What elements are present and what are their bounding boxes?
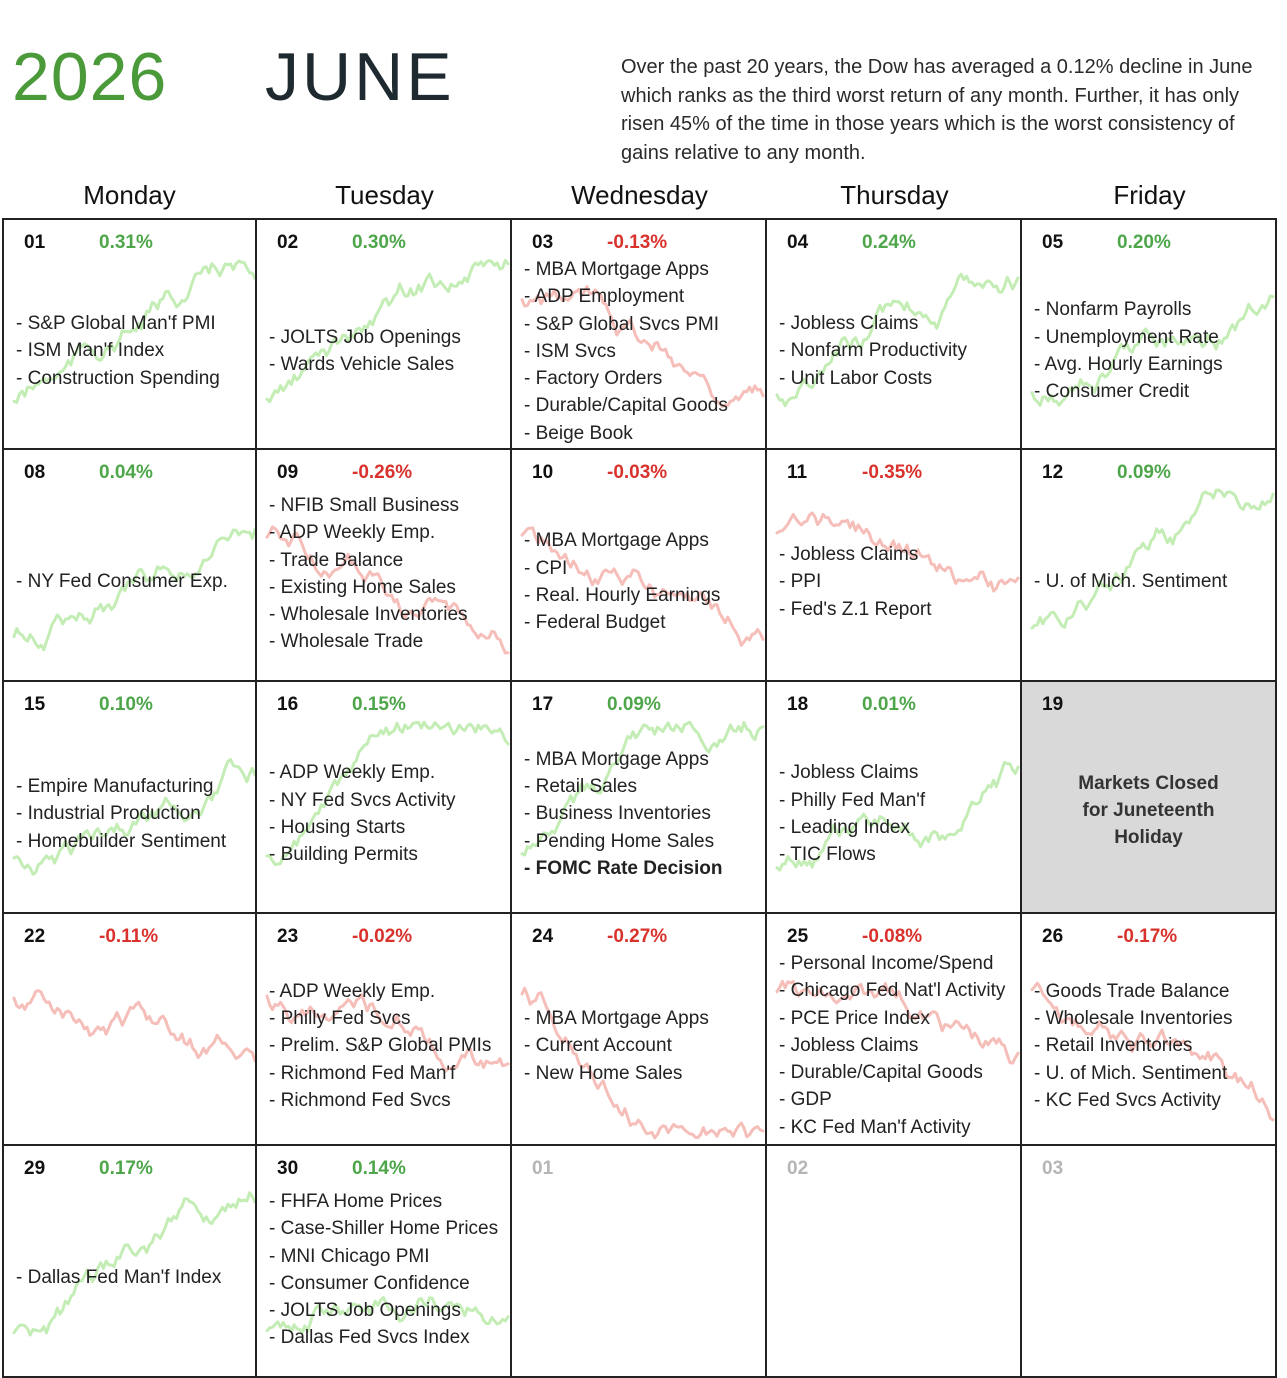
day-return-percent: 0.04% <box>99 462 153 483</box>
weekday-monday: Monday <box>83 180 176 210</box>
economic-event: - Construction Spending <box>16 367 220 389</box>
day-return-percent: 0.24% <box>862 232 916 253</box>
economic-event: - Nonfarm Productivity <box>779 340 967 362</box>
calendar-day-cell <box>1022 682 1277 914</box>
economic-event: - MBA Mortgage Apps <box>524 748 709 770</box>
day-number: 24 <box>532 926 554 947</box>
economic-event: - Leading Index <box>779 817 910 838</box>
economic-event: - Unit Labor Costs <box>779 367 933 389</box>
calendar-day-cell <box>512 1146 767 1378</box>
economic-event: - NFIB Small Business <box>269 495 460 516</box>
calendar-day-cell <box>2 914 257 1146</box>
intro-text: Over the past 20 years, the Dow has averaged a 0.12% decline in June which ranks as the third worst return of any month. Further, it has only risen 45% of the time in those years which is the worst consistency of gains relative to any month. <box>621 56 1253 164</box>
calendar-day-cell <box>767 450 1022 682</box>
calendar-grid <box>2 218 1287 1378</box>
economic-event: - ISM Svcs <box>524 340 616 362</box>
economic-event: - FHFA Home Prices <box>269 1191 443 1212</box>
day-number: 11 <box>787 462 808 483</box>
economic-event: - Business Inventories <box>524 803 711 825</box>
day-return-percent: -0.13% <box>607 232 668 253</box>
economic-event: - FOMC Rate Decision <box>524 857 723 879</box>
day-return-percent: -0.35% <box>862 462 923 483</box>
economic-event: - Pending Home Sales <box>524 830 715 852</box>
day-number: 01 <box>24 232 46 253</box>
calendar-day-cell <box>767 682 1022 914</box>
day-number: 23 <box>277 926 299 947</box>
economic-event: - U. of Mich. Sentiment <box>1034 571 1228 593</box>
day-number: 18 <box>787 694 809 715</box>
economic-event: - Empire Manufacturing <box>16 776 214 798</box>
day-number: 01 <box>532 1158 554 1179</box>
economic-event: - Fed's Z.1 Report <box>779 598 932 620</box>
economic-events-list <box>524 948 761 1144</box>
day-number: 10 <box>532 462 554 483</box>
economic-event: - PCE Price Index <box>779 1007 930 1029</box>
economic-event: - JOLTS Job Openings <box>269 1300 461 1322</box>
economic-event: - Case-Shiller Home Prices <box>269 1218 499 1240</box>
economic-events-list <box>779 484 1016 680</box>
economic-event: - ISM Man'f Index <box>16 340 165 362</box>
day-number: 26 <box>1042 926 1064 947</box>
sparkline-path <box>14 991 255 1061</box>
economic-events-list <box>269 948 506 1144</box>
economic-events-list <box>1034 254 1271 448</box>
day-number: 09 <box>277 462 299 483</box>
economic-events-list <box>524 484 761 680</box>
day-return-percent: -0.27% <box>607 926 668 947</box>
day-number: 08 <box>24 462 46 483</box>
day-return-percent: 0.09% <box>1117 462 1171 483</box>
calendar-day-cell <box>1022 914 1277 1146</box>
economic-event: - Homebuilder Sentiment <box>16 830 227 852</box>
day-number: 12 <box>1042 462 1064 483</box>
calendar-day-cell <box>512 914 767 1146</box>
economic-event: - Real. Hourly Earnings <box>524 585 721 606</box>
economic-event: - S&P Global Man'f PMI <box>16 313 216 335</box>
calendar-day-cell <box>767 1146 1022 1378</box>
day-number: 15 <box>24 694 46 715</box>
day-return-percent: 0.17% <box>99 1158 153 1179</box>
economic-event: - MBA Mortgage Apps <box>524 530 709 552</box>
economic-events-list <box>524 256 761 448</box>
economic-events-list <box>1034 484 1271 680</box>
economic-event: - Chicago Fed Nat'l Activity <box>779 980 1006 1002</box>
economic-event: - MNI Chicago PMI <box>269 1245 430 1267</box>
day-number: 30 <box>277 1158 299 1179</box>
year-title: 2026 <box>12 39 168 115</box>
economic-event: - Unemployment Rate <box>1034 326 1219 348</box>
calendar-day-cell <box>1022 450 1277 682</box>
economic-event: - Retail Inventories <box>1034 1035 1193 1057</box>
economic-events-list <box>779 950 1016 1144</box>
economic-event: - Durable/Capital Goods <box>779 1062 983 1084</box>
economic-events-list <box>524 716 761 912</box>
weekday-friday: Friday <box>1113 180 1186 210</box>
day-return-percent: 0.14% <box>352 1158 406 1179</box>
economic-event: - Consumer Confidence <box>269 1272 470 1294</box>
day-return-percent: -0.08% <box>862 926 923 947</box>
economic-events-list <box>269 492 506 680</box>
day-return-percent: -0.03% <box>607 462 668 483</box>
economic-event: - Avg. Hourly Earnings <box>1034 354 1223 375</box>
calendar-day-cell <box>257 450 512 682</box>
economic-events-list <box>1034 948 1271 1144</box>
day-number: 04 <box>787 232 809 253</box>
economic-event: - Federal Budget <box>524 612 666 634</box>
sparkline-chart <box>4 914 255 1144</box>
economic-event: - Jobless Claims <box>779 544 919 566</box>
economic-event: - Beige Book <box>524 422 633 444</box>
economic-event: - ADP Weekly Emp. <box>269 762 436 784</box>
day-return-percent: 0.20% <box>1117 232 1171 253</box>
month-title: JUNE <box>265 39 455 115</box>
calendar-day-cell <box>512 218 767 450</box>
economic-event: - Richmond Fed Man'f <box>269 1062 456 1084</box>
economic-event: - TIC Flows <box>779 844 876 866</box>
economic-event: - Goods Trade Balance <box>1034 980 1230 1002</box>
economic-event: - Durable/Capital Goods <box>524 395 728 417</box>
economic-event: - New Home Sales <box>524 1062 683 1084</box>
day-return-percent: -0.11% <box>99 926 159 947</box>
economic-events-list <box>16 484 251 680</box>
day-return-percent: 0.15% <box>352 694 406 715</box>
economic-events-list <box>16 254 251 448</box>
economic-events-list <box>779 254 1016 448</box>
calendar-day-cell <box>257 218 512 450</box>
economic-event: - Consumer Credit <box>1034 381 1190 403</box>
economic-event: - JOLTS Job Openings <box>269 326 461 348</box>
calendar-day-cell <box>767 218 1022 450</box>
economic-event: - Jobless Claims <box>779 313 919 335</box>
economic-event: - Wholesale Inventories <box>1034 1008 1233 1030</box>
day-number: 16 <box>277 694 299 715</box>
day-number: 02 <box>277 232 299 253</box>
economic-events-list <box>269 716 506 912</box>
calendar-day-cell <box>1022 1146 1277 1378</box>
day-number: 22 <box>24 926 46 947</box>
day-number: 19 <box>1042 694 1064 715</box>
day-number: 03 <box>532 232 554 253</box>
calendar-day-cell <box>1022 218 1277 450</box>
day-return-percent: 0.30% <box>352 232 406 253</box>
day-number: 03 <box>1042 1158 1064 1179</box>
economic-event: - Housing Starts <box>269 817 406 838</box>
weekday-tuesday: Tuesday <box>335 180 434 210</box>
weekday-wednesday: Wednesday <box>571 180 708 210</box>
economic-event: - MBA Mortgage Apps <box>524 1008 709 1030</box>
economic-event: - Existing Home Sales <box>269 576 456 598</box>
day-return-percent: -0.02% <box>352 926 413 947</box>
economic-event: - Richmond Fed Svcs <box>269 1089 451 1111</box>
calendar-day-cell <box>512 682 767 914</box>
economic-event: - CPI <box>524 557 568 579</box>
economic-event: - Trade Balance <box>269 549 404 571</box>
economic-events-list <box>16 716 251 912</box>
economic-event: - Industrial Production <box>16 803 201 825</box>
economic-event: - NY Fed Consumer Exp. <box>16 571 228 593</box>
economic-events-list <box>269 1188 506 1376</box>
economic-event: - Personal Income/Spend <box>779 953 994 974</box>
calendar-day-cell <box>2 450 257 682</box>
economic-event: - ADP Employment <box>524 286 685 308</box>
economic-event: - Building Permits <box>269 844 418 866</box>
calendar-day-cell <box>512 450 767 682</box>
economic-event: - Factory Orders <box>524 368 663 390</box>
economic-event: - Wards Vehicle Sales <box>269 354 455 375</box>
day-return-percent: -0.26% <box>352 462 413 483</box>
calendar-day-cell <box>2 218 257 450</box>
day-number: 25 <box>787 926 809 947</box>
economic-event: - Retail Sales <box>524 776 637 798</box>
economic-event: - Current Account <box>524 1035 672 1057</box>
economic-events-list <box>779 716 1016 912</box>
economic-event: - KC Fed Svcs Activity <box>1034 1089 1221 1111</box>
calendar-day-cell <box>257 1146 512 1378</box>
day-number: 17 <box>532 694 554 715</box>
day-return-percent: 0.31% <box>99 232 153 253</box>
day-return-percent: -0.17% <box>1117 926 1178 947</box>
economic-event: - PPI <box>779 571 822 593</box>
economic-events-list <box>269 254 506 448</box>
economic-event: - Wholesale Trade <box>269 631 424 653</box>
economic-event: - Philly Fed Svcs <box>269 1008 411 1030</box>
economic-event: - MBA Mortgage Apps <box>524 259 709 280</box>
calendar-day-cell <box>257 914 512 1146</box>
calendar-day-cell <box>2 682 257 914</box>
weekday-thursday: Thursday <box>840 180 949 210</box>
day-return-percent: 0.09% <box>607 694 661 715</box>
economic-event: - ADP Weekly Emp. <box>269 980 436 1002</box>
economic-event: - Nonfarm Payrolls <box>1034 299 1192 321</box>
economic-event: - S&P Global Svcs PMI <box>524 313 719 335</box>
day-return-percent: 0.10% <box>99 694 153 715</box>
calendar-day-cell <box>257 682 512 914</box>
economic-event: - Jobless Claims <box>779 762 919 784</box>
economic-event: - NY Fed Svcs Activity <box>269 789 456 811</box>
economic-event: - ADP Weekly Emp. <box>269 522 436 544</box>
economic-event: - U. of Mich. Sentiment <box>1034 1062 1228 1084</box>
economic-event: - GDP <box>779 1089 832 1111</box>
economic-event: - Dallas Fed Man'f Index <box>16 1267 222 1289</box>
economic-event: - Prelim. S&P Global PMIs <box>269 1035 492 1057</box>
day-number: 29 <box>24 1158 46 1179</box>
economic-event: - Philly Fed Man'f <box>779 789 926 811</box>
weekday-header-row <box>2 180 1287 218</box>
economic-event: - KC Fed Man'f Activity <box>779 1116 971 1138</box>
economic-events-list <box>16 1180 251 1376</box>
economic-event: - Dallas Fed Svcs Index <box>269 1327 470 1349</box>
day-return-percent: 0.01% <box>862 694 916 715</box>
market-closed-notice: Markets Closed for Juneteenth Holiday <box>1078 773 1219 848</box>
calendar-day-cell <box>2 1146 257 1378</box>
economic-event: - Jobless Claims <box>779 1034 919 1056</box>
economic-event: - Wholesale Inventories <box>269 604 468 626</box>
day-number: 05 <box>1042 232 1064 253</box>
calendar-day-cell <box>767 914 1022 1146</box>
day-number: 02 <box>787 1158 809 1179</box>
